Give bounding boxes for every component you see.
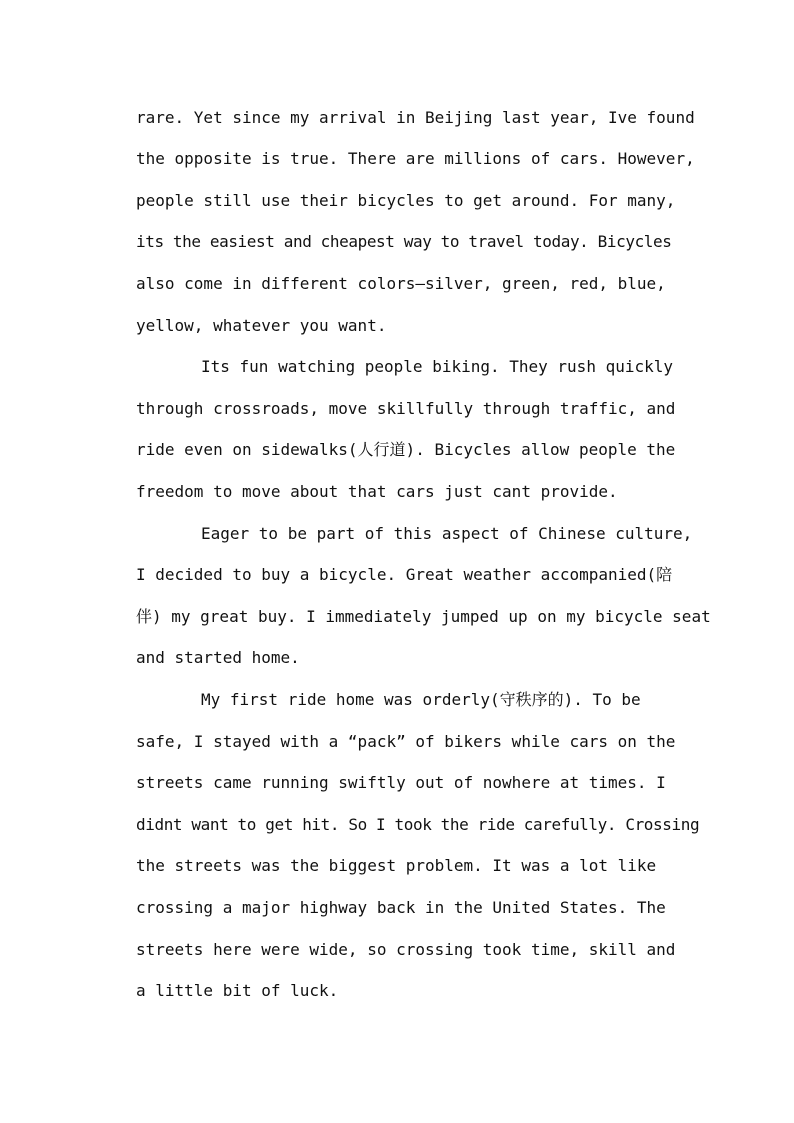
text-line-6: yellow, whatever you want. — [136, 316, 387, 335]
text-line-19: the streets was the biggest problem. It was a lot like — [136, 856, 657, 875]
text-line-2: the opposite is true. There are millions of cars. However, — [136, 149, 695, 168]
text-line-7: Its fun watching people biking. They rush quickly — [201, 357, 674, 376]
text-line-21: streets here were wide, so crossing took time, skill and — [136, 940, 676, 959]
text-line-9: ride even on sidewalks(人行道). Bicycles allow people the — [136, 440, 676, 459]
text-line-15: My first ride home was orderly(守秩序的). To be — [201, 690, 641, 709]
text-line-17: streets came running swiftly out of nowhere at times. I — [136, 773, 666, 792]
text-line-14: and started home. — [136, 648, 300, 667]
text-line-22: a little bit of luck. — [136, 981, 339, 1000]
text-line-10: freedom to move about that cars just cant provide. — [136, 482, 618, 501]
text-line-11: Eager to be part of this aspect of Chinese culture, — [201, 524, 693, 543]
text-line-20: crossing a major highway back in the United States. The — [136, 898, 666, 917]
text-line-8: through crossroads, move skillfully through traffic, and — [136, 399, 676, 418]
text-line-5: also come in different colors—silver, green, red, blue, — [136, 274, 666, 293]
text-line-4: its the easiest and cheapest way to travel today. Bicycles — [136, 232, 672, 251]
text-line-3: people still use their bicycles to get around. For many, — [136, 191, 676, 210]
text-line-1: rare. Yet since my arrival in Beijing last year, Ive found — [136, 108, 695, 127]
text-line-16: safe, I stayed with a “pack” of bikers while cars on the — [136, 732, 676, 751]
text-line-18: didnt want to get hit. So I took the ride carefully. Crossing — [136, 815, 700, 834]
text-line-12: I decided to buy a bicycle. Great weather accompanied(陪 — [136, 565, 673, 584]
text-line-13: 伴) my great buy. I immediately jumped up on my bicycle seat — [136, 607, 711, 626]
